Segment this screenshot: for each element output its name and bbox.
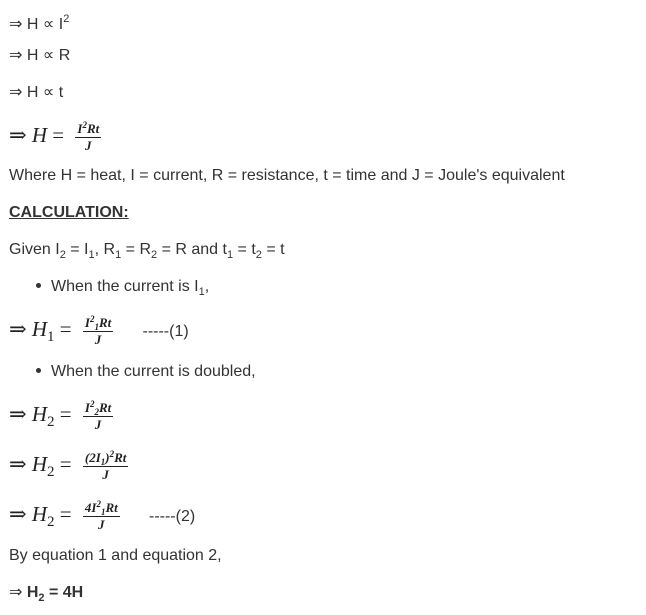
fraction: $\frac{I^2_2Rt}{J}$ (84, 398, 112, 432)
bullet-dot (36, 283, 41, 288)
proportion-heat-time (9, 83, 63, 103)
implies-arrow: ⇒ (9, 47, 23, 64)
denominator: J (85, 137, 92, 153)
formula-heat (9, 120, 101, 153)
fraction: $\frac{(2I_1)^2Rt}{J}$ (84, 448, 127, 482)
numerator: $I^2Rt$ (77, 119, 100, 136)
fraction (75, 119, 101, 153)
fraction: $\frac{I^2_1Rt}{J}$ (84, 313, 112, 347)
equals-sign: = (52, 123, 65, 147)
proportion-text: H ∝ I (26, 16, 64, 33)
calculation-heading: CALCULATION: (9, 204, 129, 221)
proportion-heat-resistance (9, 46, 70, 66)
exponent: 2 (63, 13, 70, 25)
implies-arrow: ⇒ (9, 317, 27, 341)
implies-arrow: ⇒ (9, 584, 23, 601)
given-statement: Given $I_2 = I_1$, $R_1 = R_2 = R$ and $t_1 = t_2 = t$ (9, 241, 285, 261)
equation-h2-step-2: ⇒ $H_2$ = $\frac{(2I_1)^2Rt}{J}$ (9, 448, 127, 482)
where-definition: Where H = heat, I = current, R = resistance, t = time and J = Joule's equivalent (9, 167, 565, 184)
proportion-heat-current (9, 9, 69, 35)
implies-arrow: ⇒ (9, 123, 27, 147)
proportion-text: H ∝ t (26, 84, 64, 101)
proportion-text: H ∝ R (26, 47, 71, 64)
formula-lhs: H (31, 123, 48, 147)
equation-tag: -----(1) (142, 323, 189, 340)
equation-h1: ⇒ $H_1$ = $\frac{I^2_1Rt}{J}$ -----(1) (9, 313, 189, 347)
bullet-dot (36, 368, 41, 373)
equation-h2-step-3: ⇒ $H_2$ = $\frac{4I^2_1Rt}{J}$ -----(2) (9, 498, 196, 532)
implies-arrow: ⇒ (9, 16, 23, 33)
by-equation-statement: By equation 1 and equation 2, (9, 547, 222, 564)
bullet-current-doubled: When the current is doubled, (36, 362, 256, 382)
equation-h2-step-1: ⇒ $H_2$ = $\frac{I^2_2Rt}{J}$ (9, 398, 112, 432)
final-result: ⇒ $H_2 = 4H$ (9, 584, 84, 604)
equation-tag: -----(2) (148, 508, 196, 525)
fraction: $\frac{4I^2_1Rt}{J}$ (84, 498, 118, 532)
bullet-current-i1: When the current is $I_1$, (36, 277, 209, 302)
implies-arrow: ⇒ (9, 84, 23, 101)
